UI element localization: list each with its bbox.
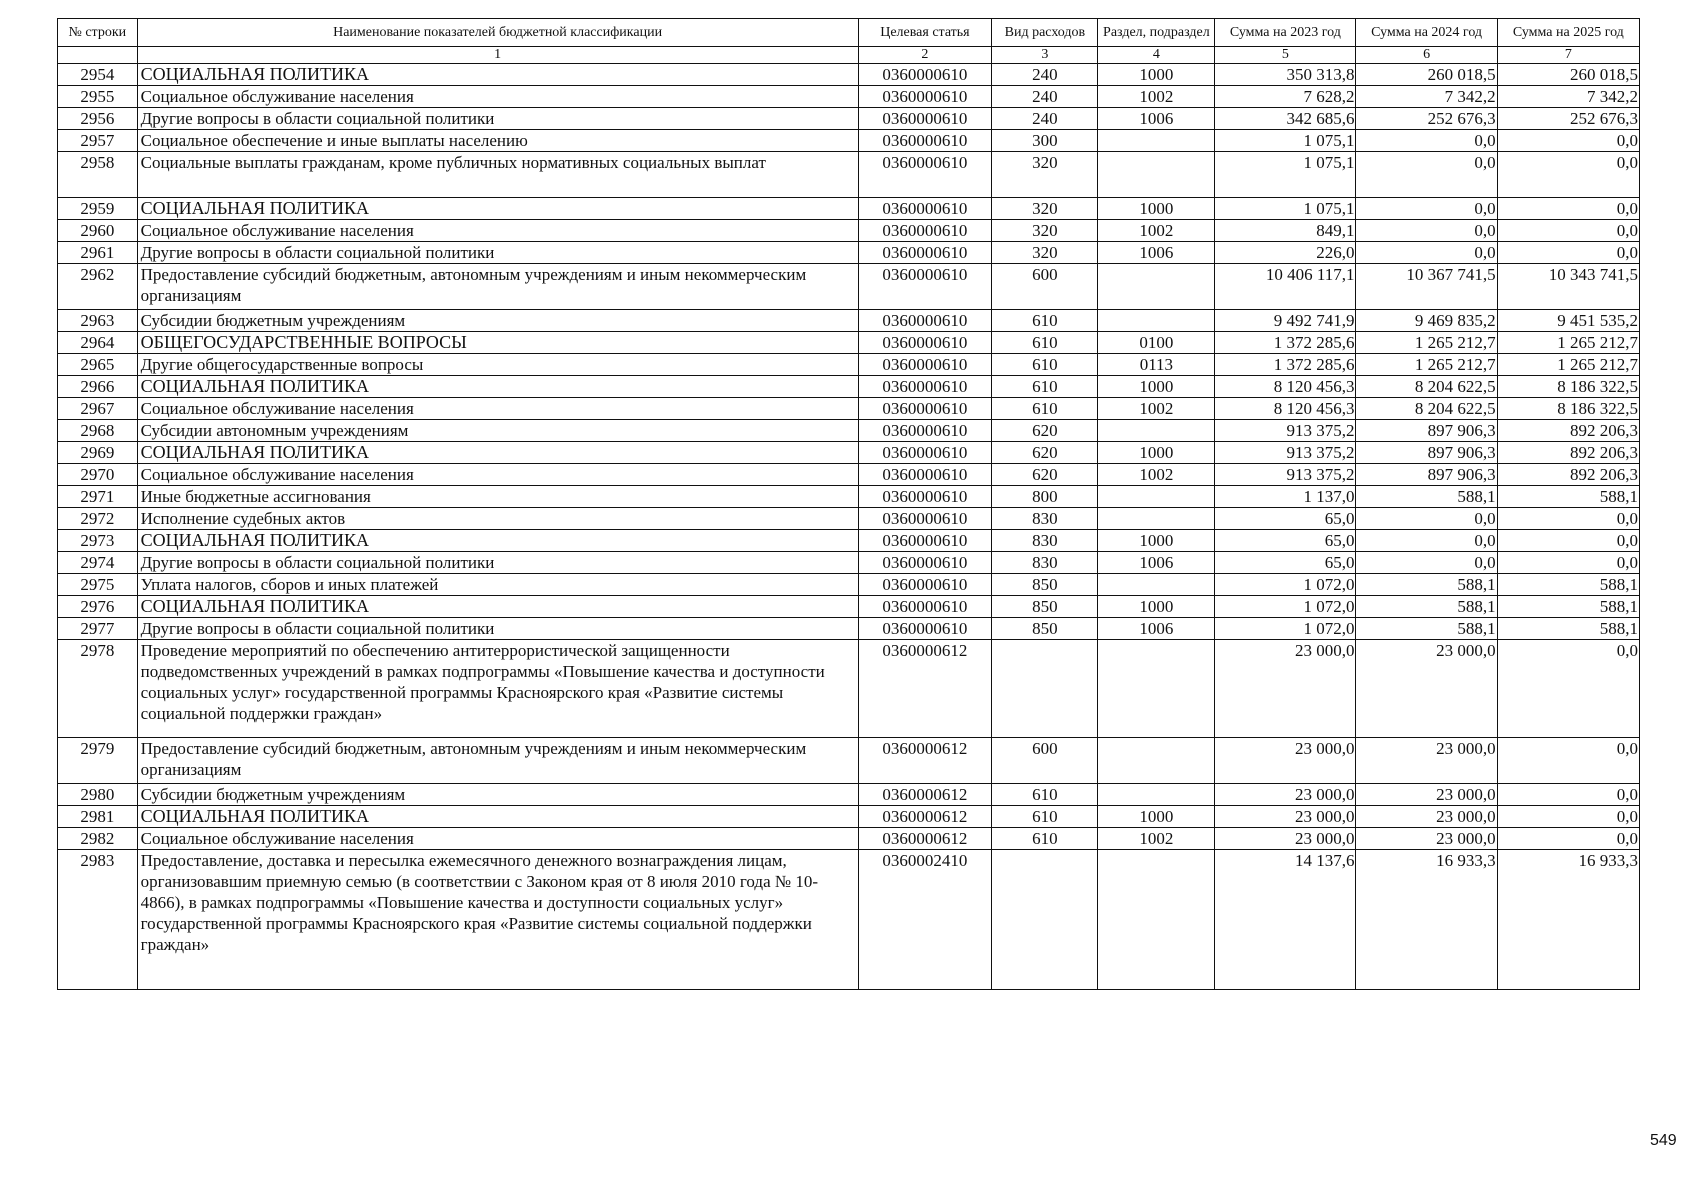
row-target: 0360000610 xyxy=(858,220,992,242)
page-number: 549 xyxy=(1650,1132,1677,1149)
row-section: 0113 xyxy=(1098,354,1215,376)
row-number: 2977 xyxy=(58,618,138,640)
row-target: 0360000610 xyxy=(858,508,992,530)
row-sum-2024: 1 265 212,7 xyxy=(1356,332,1497,354)
row-number: 2956 xyxy=(58,108,138,130)
row-section xyxy=(1098,152,1215,198)
row-sum-2025: 892 206,3 xyxy=(1497,442,1639,464)
row-section: 1002 xyxy=(1098,220,1215,242)
table-header xyxy=(58,19,1640,64)
row-number: 2979 xyxy=(58,738,138,784)
row-number: 2983 xyxy=(58,850,138,990)
colnum-2: 2 xyxy=(858,47,992,64)
row-number: 2960 xyxy=(58,220,138,242)
row-number: 2973 xyxy=(58,530,138,552)
row-number: 2961 xyxy=(58,242,138,264)
row-name: Другие вопросы в области социальной политики xyxy=(137,242,858,264)
row-name: Субсидии бюджетным учреждениям xyxy=(137,784,858,806)
row-name: Предоставление, доставка и пересылка ежемесячного денежного вознаграждения лицам, организовавшим приемную семью (в соответствии с Законом края от 8 июля 2010 года № 10-4866), в рамках подпрограммы «Повышение качества и доступности социальных услуг» государственной программы Красноярского края «Развитие системы социальной поддержки граждан» xyxy=(137,850,858,990)
row-sum-2024: 16 933,3 xyxy=(1356,850,1497,990)
row-sum-2025: 8 186 322,5 xyxy=(1497,398,1639,420)
row-sum-2023: 14 137,6 xyxy=(1215,850,1356,990)
row-type: 830 xyxy=(992,552,1098,574)
row-section xyxy=(1098,130,1215,152)
row-sum-2025: 0,0 xyxy=(1497,530,1639,552)
table-row xyxy=(58,398,1640,420)
table-row xyxy=(58,64,1640,86)
row-name: Другие вопросы в области социальной политики xyxy=(137,108,858,130)
table-row xyxy=(58,376,1640,398)
row-sum-2025: 10 343 741,5 xyxy=(1497,264,1639,310)
row-target: 0360000610 xyxy=(858,64,992,86)
row-name: Исполнение судебных актов xyxy=(137,508,858,530)
row-type: 830 xyxy=(992,530,1098,552)
colnum-6: 6 xyxy=(1356,47,1497,64)
row-sum-2023: 1 072,0 xyxy=(1215,574,1356,596)
row-type: 610 xyxy=(992,784,1098,806)
row-sum-2024: 897 906,3 xyxy=(1356,464,1497,486)
table-body xyxy=(58,64,1640,990)
colnum-1: 1 xyxy=(137,47,858,64)
row-type: 800 xyxy=(992,486,1098,508)
table-row xyxy=(58,806,1640,828)
row-name: СОЦИАЛЬНАЯ ПОЛИТИКА xyxy=(137,198,858,220)
row-name: Социальное обслуживание населения xyxy=(137,464,858,486)
row-name: Социальные выплаты гражданам, кроме публичных нормативных социальных выплат xyxy=(137,152,858,198)
row-sum-2025: 588,1 xyxy=(1497,596,1639,618)
header-row-no: № строки xyxy=(58,19,138,47)
row-name: Проведение мероприятий по обеспечению антитеррористической защищенности подведомственных учреждений в рамках подпрограммы «Повышение качества и доступности социальных услуг» государственной программы Красноярского края «Развитие системы социальной поддержки граждан» xyxy=(137,640,858,738)
row-number: 2965 xyxy=(58,354,138,376)
row-sum-2023: 342 685,6 xyxy=(1215,108,1356,130)
table-row xyxy=(58,130,1640,152)
row-target: 0360000610 xyxy=(858,574,992,596)
row-sum-2023: 226,0 xyxy=(1215,242,1356,264)
header-target: Целевая статья xyxy=(858,19,992,47)
row-sum-2024: 260 018,5 xyxy=(1356,64,1497,86)
row-type: 240 xyxy=(992,108,1098,130)
row-target: 0360000610 xyxy=(858,442,992,464)
row-sum-2025: 9 451 535,2 xyxy=(1497,310,1639,332)
table-row xyxy=(58,596,1640,618)
row-sum-2023: 65,0 xyxy=(1215,508,1356,530)
row-number: 2975 xyxy=(58,574,138,596)
table-row xyxy=(58,828,1640,850)
header-sum-2023: Сумма на 2023 год xyxy=(1215,19,1356,47)
table-row xyxy=(58,464,1640,486)
table-row xyxy=(58,86,1640,108)
row-type: 600 xyxy=(992,738,1098,784)
row-sum-2023: 913 375,2 xyxy=(1215,420,1356,442)
header-name: Наименование показателей бюджетной классификации xyxy=(137,19,858,47)
row-type: 300 xyxy=(992,130,1098,152)
row-name: Социальное обеспечение и иные выплаты населению xyxy=(137,130,858,152)
row-sum-2023: 23 000,0 xyxy=(1215,784,1356,806)
row-target: 0360000610 xyxy=(858,86,992,108)
table-row xyxy=(58,784,1640,806)
row-target: 0360000610 xyxy=(858,130,992,152)
row-sum-2023: 23 000,0 xyxy=(1215,828,1356,850)
row-name: Социальное обслуживание населения xyxy=(137,828,858,850)
row-sum-2024: 588,1 xyxy=(1356,486,1497,508)
row-number: 2967 xyxy=(58,398,138,420)
row-section xyxy=(1098,486,1215,508)
row-sum-2024: 0,0 xyxy=(1356,552,1497,574)
row-number: 2954 xyxy=(58,64,138,86)
row-name: Социальное обслуживание населения xyxy=(137,86,858,108)
row-section xyxy=(1098,738,1215,784)
row-number: 2963 xyxy=(58,310,138,332)
row-target: 0360000610 xyxy=(858,464,992,486)
row-sum-2023: 1 372 285,6 xyxy=(1215,332,1356,354)
colnum-blank xyxy=(58,47,138,64)
row-type: 620 xyxy=(992,442,1098,464)
row-sum-2024: 0,0 xyxy=(1356,130,1497,152)
row-sum-2023: 23 000,0 xyxy=(1215,640,1356,738)
table-row xyxy=(58,850,1640,990)
row-type: 850 xyxy=(992,596,1098,618)
row-sum-2025: 0,0 xyxy=(1497,508,1639,530)
table-row xyxy=(58,198,1640,220)
row-number: 2966 xyxy=(58,376,138,398)
row-target: 0360000610 xyxy=(858,198,992,220)
table-row xyxy=(58,552,1640,574)
row-sum-2024: 23 000,0 xyxy=(1356,806,1497,828)
row-section: 1006 xyxy=(1098,552,1215,574)
row-target: 0360000610 xyxy=(858,332,992,354)
row-sum-2023: 1 072,0 xyxy=(1215,618,1356,640)
row-sum-2025: 0,0 xyxy=(1497,552,1639,574)
row-type: 610 xyxy=(992,828,1098,850)
row-type: 850 xyxy=(992,618,1098,640)
row-target: 0360000610 xyxy=(858,596,992,618)
row-section: 1000 xyxy=(1098,596,1215,618)
row-name: СОЦИАЛЬНАЯ ПОЛИТИКА xyxy=(137,530,858,552)
row-name: Уплата налогов, сборов и иных платежей xyxy=(137,574,858,596)
row-section: 1006 xyxy=(1098,108,1215,130)
row-sum-2024: 23 000,0 xyxy=(1356,828,1497,850)
table-row xyxy=(58,574,1640,596)
colnum-5: 5 xyxy=(1215,47,1356,64)
row-target: 0360000610 xyxy=(858,264,992,310)
row-sum-2023: 8 120 456,3 xyxy=(1215,398,1356,420)
row-section: 1002 xyxy=(1098,86,1215,108)
row-name: Социальное обслуживание населения xyxy=(137,220,858,242)
row-sum-2025: 16 933,3 xyxy=(1497,850,1639,990)
row-name: Субсидии бюджетным учреждениям xyxy=(137,310,858,332)
table-row xyxy=(58,332,1640,354)
row-sum-2025: 0,0 xyxy=(1497,806,1639,828)
row-number: 2971 xyxy=(58,486,138,508)
row-sum-2023: 913 375,2 xyxy=(1215,464,1356,486)
header-type: Вид расходов xyxy=(992,19,1098,47)
row-type: 320 xyxy=(992,242,1098,264)
row-section: 1002 xyxy=(1098,398,1215,420)
row-type: 240 xyxy=(992,64,1098,86)
row-type: 610 xyxy=(992,806,1098,828)
header-sum-2025: Сумма на 2025 год xyxy=(1497,19,1639,47)
row-sum-2023: 65,0 xyxy=(1215,530,1356,552)
row-target: 0360000610 xyxy=(858,420,992,442)
row-sum-2025: 0,0 xyxy=(1497,828,1639,850)
row-sum-2024: 0,0 xyxy=(1356,242,1497,264)
row-sum-2025: 0,0 xyxy=(1497,220,1639,242)
row-sum-2024: 0,0 xyxy=(1356,530,1497,552)
row-number: 2968 xyxy=(58,420,138,442)
row-sum-2024: 897 906,3 xyxy=(1356,420,1497,442)
row-number: 2957 xyxy=(58,130,138,152)
table-row xyxy=(58,508,1640,530)
colnum-4: 4 xyxy=(1098,47,1215,64)
row-number: 2959 xyxy=(58,198,138,220)
row-sum-2023: 350 313,8 xyxy=(1215,64,1356,86)
row-number: 2962 xyxy=(58,264,138,310)
row-section xyxy=(1098,420,1215,442)
row-sum-2023: 65,0 xyxy=(1215,552,1356,574)
row-target: 0360000610 xyxy=(858,486,992,508)
row-sum-2024: 588,1 xyxy=(1356,574,1497,596)
row-type: 830 xyxy=(992,508,1098,530)
budget-table xyxy=(57,18,1640,990)
row-section xyxy=(1098,640,1215,738)
row-section: 1000 xyxy=(1098,530,1215,552)
row-number: 2982 xyxy=(58,828,138,850)
row-target: 0360000610 xyxy=(858,376,992,398)
row-sum-2024: 0,0 xyxy=(1356,198,1497,220)
header-sum-2024: Сумма на 2024 год xyxy=(1356,19,1497,47)
row-name: Предоставление субсидий бюджетным, автономным учреждениям и иным некоммерческим организациям xyxy=(137,264,858,310)
table-row xyxy=(58,242,1640,264)
table-row xyxy=(58,442,1640,464)
row-sum-2023: 913 375,2 xyxy=(1215,442,1356,464)
row-target: 0360000610 xyxy=(858,530,992,552)
row-name: Другие вопросы в области социальной политики xyxy=(137,618,858,640)
row-section: 1006 xyxy=(1098,618,1215,640)
colnum-3: 3 xyxy=(992,47,1098,64)
row-sum-2024: 0,0 xyxy=(1356,152,1497,198)
row-number: 2978 xyxy=(58,640,138,738)
row-target: 0360000612 xyxy=(858,784,992,806)
row-target: 0360000610 xyxy=(858,552,992,574)
row-target: 0360000612 xyxy=(858,738,992,784)
row-sum-2024: 9 469 835,2 xyxy=(1356,310,1497,332)
row-type: 610 xyxy=(992,354,1098,376)
row-sum-2025: 8 186 322,5 xyxy=(1497,376,1639,398)
row-sum-2024: 8 204 622,5 xyxy=(1356,398,1497,420)
table-row xyxy=(58,530,1640,552)
row-sum-2023: 1 075,1 xyxy=(1215,130,1356,152)
table-row xyxy=(58,420,1640,442)
row-sum-2025: 0,0 xyxy=(1497,738,1639,784)
row-sum-2025: 260 018,5 xyxy=(1497,64,1639,86)
row-sum-2025: 892 206,3 xyxy=(1497,420,1639,442)
row-name: СОЦИАЛЬНАЯ ПОЛИТИКА xyxy=(137,806,858,828)
row-section xyxy=(1098,574,1215,596)
row-section: 1000 xyxy=(1098,64,1215,86)
row-sum-2024: 8 204 622,5 xyxy=(1356,376,1497,398)
row-sum-2025: 0,0 xyxy=(1497,130,1639,152)
row-sum-2024: 10 367 741,5 xyxy=(1356,264,1497,310)
row-sum-2024: 588,1 xyxy=(1356,596,1497,618)
row-sum-2023: 23 000,0 xyxy=(1215,806,1356,828)
row-sum-2023: 1 372 285,6 xyxy=(1215,354,1356,376)
row-name: Субсидии автономным учреждениям xyxy=(137,420,858,442)
row-name: Другие общегосударственные вопросы xyxy=(137,354,858,376)
row-sum-2023: 23 000,0 xyxy=(1215,738,1356,784)
row-target: 0360000612 xyxy=(858,806,992,828)
row-type: 610 xyxy=(992,398,1098,420)
row-sum-2024: 1 265 212,7 xyxy=(1356,354,1497,376)
row-sum-2025: 1 265 212,7 xyxy=(1497,332,1639,354)
row-target: 0360000610 xyxy=(858,108,992,130)
row-number: 2964 xyxy=(58,332,138,354)
row-sum-2025: 0,0 xyxy=(1497,242,1639,264)
row-sum-2024: 588,1 xyxy=(1356,618,1497,640)
row-sum-2024: 23 000,0 xyxy=(1356,640,1497,738)
row-target: 0360000610 xyxy=(858,354,992,376)
row-name: Другие вопросы в области социальной политики xyxy=(137,552,858,574)
row-type: 610 xyxy=(992,310,1098,332)
table-row xyxy=(58,738,1640,784)
row-sum-2025: 7 342,2 xyxy=(1497,86,1639,108)
row-name: Иные бюджетные ассигнования xyxy=(137,486,858,508)
row-section xyxy=(1098,508,1215,530)
row-target: 0360000610 xyxy=(858,310,992,332)
row-section xyxy=(1098,850,1215,990)
row-name: СОЦИАЛЬНАЯ ПОЛИТИКА xyxy=(137,64,858,86)
row-section xyxy=(1098,784,1215,806)
row-sum-2025: 1 265 212,7 xyxy=(1497,354,1639,376)
row-sum-2024: 897 906,3 xyxy=(1356,442,1497,464)
row-section: 1000 xyxy=(1098,376,1215,398)
row-type: 320 xyxy=(992,152,1098,198)
row-type: 240 xyxy=(992,86,1098,108)
row-sum-2025: 252 676,3 xyxy=(1497,108,1639,130)
row-sum-2024: 23 000,0 xyxy=(1356,784,1497,806)
row-number: 2970 xyxy=(58,464,138,486)
row-sum-2023: 1 072,0 xyxy=(1215,596,1356,618)
row-sum-2023: 9 492 741,9 xyxy=(1215,310,1356,332)
row-sum-2024: 23 000,0 xyxy=(1356,738,1497,784)
row-type: 600 xyxy=(992,264,1098,310)
row-section: 1002 xyxy=(1098,464,1215,486)
row-type: 320 xyxy=(992,198,1098,220)
row-target: 0360000610 xyxy=(858,152,992,198)
table-row xyxy=(58,220,1640,242)
row-number: 2976 xyxy=(58,596,138,618)
row-type xyxy=(992,640,1098,738)
table-row xyxy=(58,108,1640,130)
row-type: 620 xyxy=(992,420,1098,442)
row-type: 610 xyxy=(992,376,1098,398)
row-name: ОБЩЕГОСУДАРСТВЕННЫЕ ВОПРОСЫ xyxy=(137,332,858,354)
column-number-row xyxy=(58,47,1640,64)
row-type: 320 xyxy=(992,220,1098,242)
row-target: 0360000612 xyxy=(858,828,992,850)
row-sum-2023: 1 137,0 xyxy=(1215,486,1356,508)
row-name: СОЦИАЛЬНАЯ ПОЛИТИКА xyxy=(137,596,858,618)
row-sum-2024: 252 676,3 xyxy=(1356,108,1497,130)
row-sum-2025: 588,1 xyxy=(1497,486,1639,508)
row-section xyxy=(1098,264,1215,310)
row-number: 2958 xyxy=(58,152,138,198)
row-number: 2972 xyxy=(58,508,138,530)
row-type: 850 xyxy=(992,574,1098,596)
row-sum-2025: 588,1 xyxy=(1497,618,1639,640)
row-name: Предоставление субсидий бюджетным, автономным учреждениям и иным некоммерческим организациям xyxy=(137,738,858,784)
row-section: 0100 xyxy=(1098,332,1215,354)
row-type xyxy=(992,850,1098,990)
header-section: Раздел, подраздел xyxy=(1098,19,1215,47)
row-sum-2025: 0,0 xyxy=(1497,640,1639,738)
row-sum-2023: 10 406 117,1 xyxy=(1215,264,1356,310)
table-row xyxy=(58,486,1640,508)
row-sum-2024: 0,0 xyxy=(1356,508,1497,530)
row-section: 1006 xyxy=(1098,242,1215,264)
row-target: 0360000610 xyxy=(858,618,992,640)
row-section: 1002 xyxy=(1098,828,1215,850)
row-section: 1000 xyxy=(1098,198,1215,220)
row-sum-2025: 0,0 xyxy=(1497,152,1639,198)
row-sum-2023: 849,1 xyxy=(1215,220,1356,242)
row-sum-2023: 1 075,1 xyxy=(1215,152,1356,198)
table-row xyxy=(58,152,1640,198)
row-sum-2024: 0,0 xyxy=(1356,220,1497,242)
row-section: 1000 xyxy=(1098,442,1215,464)
row-target: 0360000610 xyxy=(858,242,992,264)
table-row xyxy=(58,640,1640,738)
row-target: 0360002410 xyxy=(858,850,992,990)
row-sum-2025: 588,1 xyxy=(1497,574,1639,596)
row-name: СОЦИАЛЬНАЯ ПОЛИТИКА xyxy=(137,442,858,464)
row-sum-2023: 7 628,2 xyxy=(1215,86,1356,108)
row-target: 0360000610 xyxy=(858,398,992,420)
table-row xyxy=(58,310,1640,332)
row-number: 2969 xyxy=(58,442,138,464)
row-sum-2025: 892 206,3 xyxy=(1497,464,1639,486)
row-sum-2024: 7 342,2 xyxy=(1356,86,1497,108)
row-number: 2955 xyxy=(58,86,138,108)
row-sum-2023: 8 120 456,3 xyxy=(1215,376,1356,398)
row-number: 2981 xyxy=(58,806,138,828)
colnum-7: 7 xyxy=(1497,47,1639,64)
table-row xyxy=(58,264,1640,310)
row-number: 2974 xyxy=(58,552,138,574)
row-type: 620 xyxy=(992,464,1098,486)
row-name: Социальное обслуживание населения xyxy=(137,398,858,420)
row-number: 2980 xyxy=(58,784,138,806)
row-sum-2025: 0,0 xyxy=(1497,198,1639,220)
table-row xyxy=(58,354,1640,376)
row-name: СОЦИАЛЬНАЯ ПОЛИТИКА xyxy=(137,376,858,398)
row-sum-2025: 0,0 xyxy=(1497,784,1639,806)
budget-table-sheet xyxy=(57,18,1640,990)
row-target: 0360000612 xyxy=(858,640,992,738)
row-section: 1000 xyxy=(1098,806,1215,828)
row-section xyxy=(1098,310,1215,332)
row-type: 610 xyxy=(992,332,1098,354)
table-row xyxy=(58,618,1640,640)
row-sum-2023: 1 075,1 xyxy=(1215,198,1356,220)
